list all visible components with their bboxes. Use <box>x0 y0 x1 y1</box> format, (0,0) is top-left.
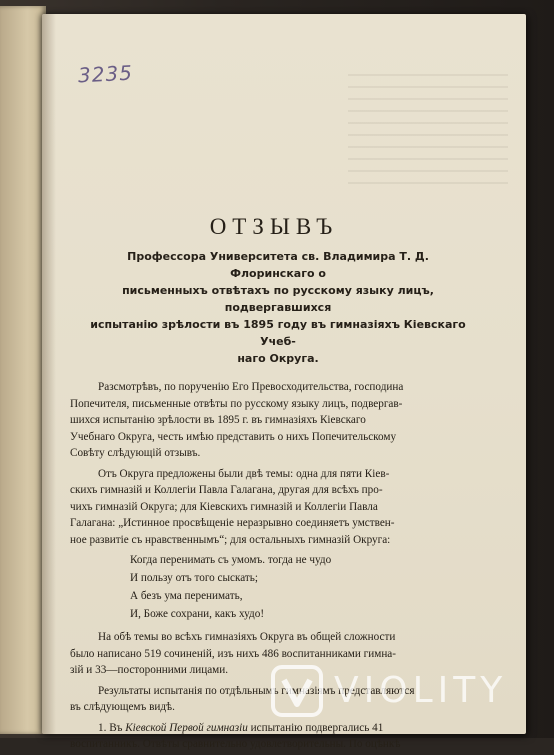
verse-line: И пользу отъ того сыскать; <box>130 572 259 584</box>
paragraph-results: Результаты испытанія по отдѣльнымъ гимназіямъ представляются въ слѣдующемъ видѣ. <box>70 684 415 713</box>
verse-line: Когда перенимать съ умомъ. тогда не чудо <box>130 554 332 566</box>
spine-shadow <box>42 14 56 734</box>
previous-page-edge <box>0 6 46 734</box>
handwritten-number: 3235 <box>77 60 134 88</box>
verse-line: И, Боже сохрани, какъ худо! <box>130 608 265 620</box>
violity-logo-icon <box>270 664 324 718</box>
paragraph-totals: На обѣ темы во всѣхъ гимназіяхъ Округа въ общей сложности было написано 519 сочиненій, изъ нихъ 486 воспитанниками гимна- зій и 33—посторонними лицами. <box>70 631 396 676</box>
page-title: ОТЗЫВЪ <box>209 214 339 239</box>
watermark-text: VIOLITY <box>334 670 508 711</box>
paragraph-continuation: испытанію подвергались 41 воспитанникъ. Отвѣты сравнительно удовлетворительны. По оцѣнкѣ <box>70 721 401 750</box>
paragraph-themes: Отъ Округа предложены были двѣ темы: одна для пяти Кіев- скихъ гимназій и Коллегіи Павла Галагана, другая для всѣхъ про- чихъ гимназій Округа; для Кіевскихъ гимназій и Коллегіи Павла Галагана: „Истинное просвѣщеніе неразрывно соединяетъ умствен- ное развитіе съ нравственнымъ“; для остальныхъ гимназій Округа: <box>70 467 395 546</box>
subtitle-line: Профессора Университета св. Владимира Т. Д. Флоринскаго о <box>127 250 429 280</box>
verse-line: А безъ ума перенимать, <box>130 590 243 602</box>
verse-quote <box>130 551 468 623</box>
item-number: 1. Въ <box>98 721 126 734</box>
subtitle <box>70 248 468 367</box>
paragraph-intro: Разсмотрѣвъ, по порученію Его Превосходительства, господина Попечителя, письменные отвѣты по русскому языку лицъ, подвергав- шихся испытанію зрѣлости въ 1895 г. въ гимназіяхъ Кіевскаго Учебнаго Округа, честь имѣю представить о нихъ Попечительскому Совѣту слѣдующій отзывъ. <box>70 381 404 459</box>
paragraph-first-gymnasium <box>70 720 468 753</box>
watermark <box>270 664 534 718</box>
gymnasium-name: Кіевской Первой гимназіи <box>125 721 248 734</box>
subtitle-line: письменныхъ отвѣтахъ по русскому языку лицъ, подвергавшихся <box>122 284 434 314</box>
show-through-text <box>348 74 508 184</box>
subtitle-line: наго Округа. <box>237 352 319 365</box>
subtitle-line: испытанію зрѣлости въ 1895 году въ гимназіяхъ Кіевскаго Учеб- <box>90 318 466 348</box>
